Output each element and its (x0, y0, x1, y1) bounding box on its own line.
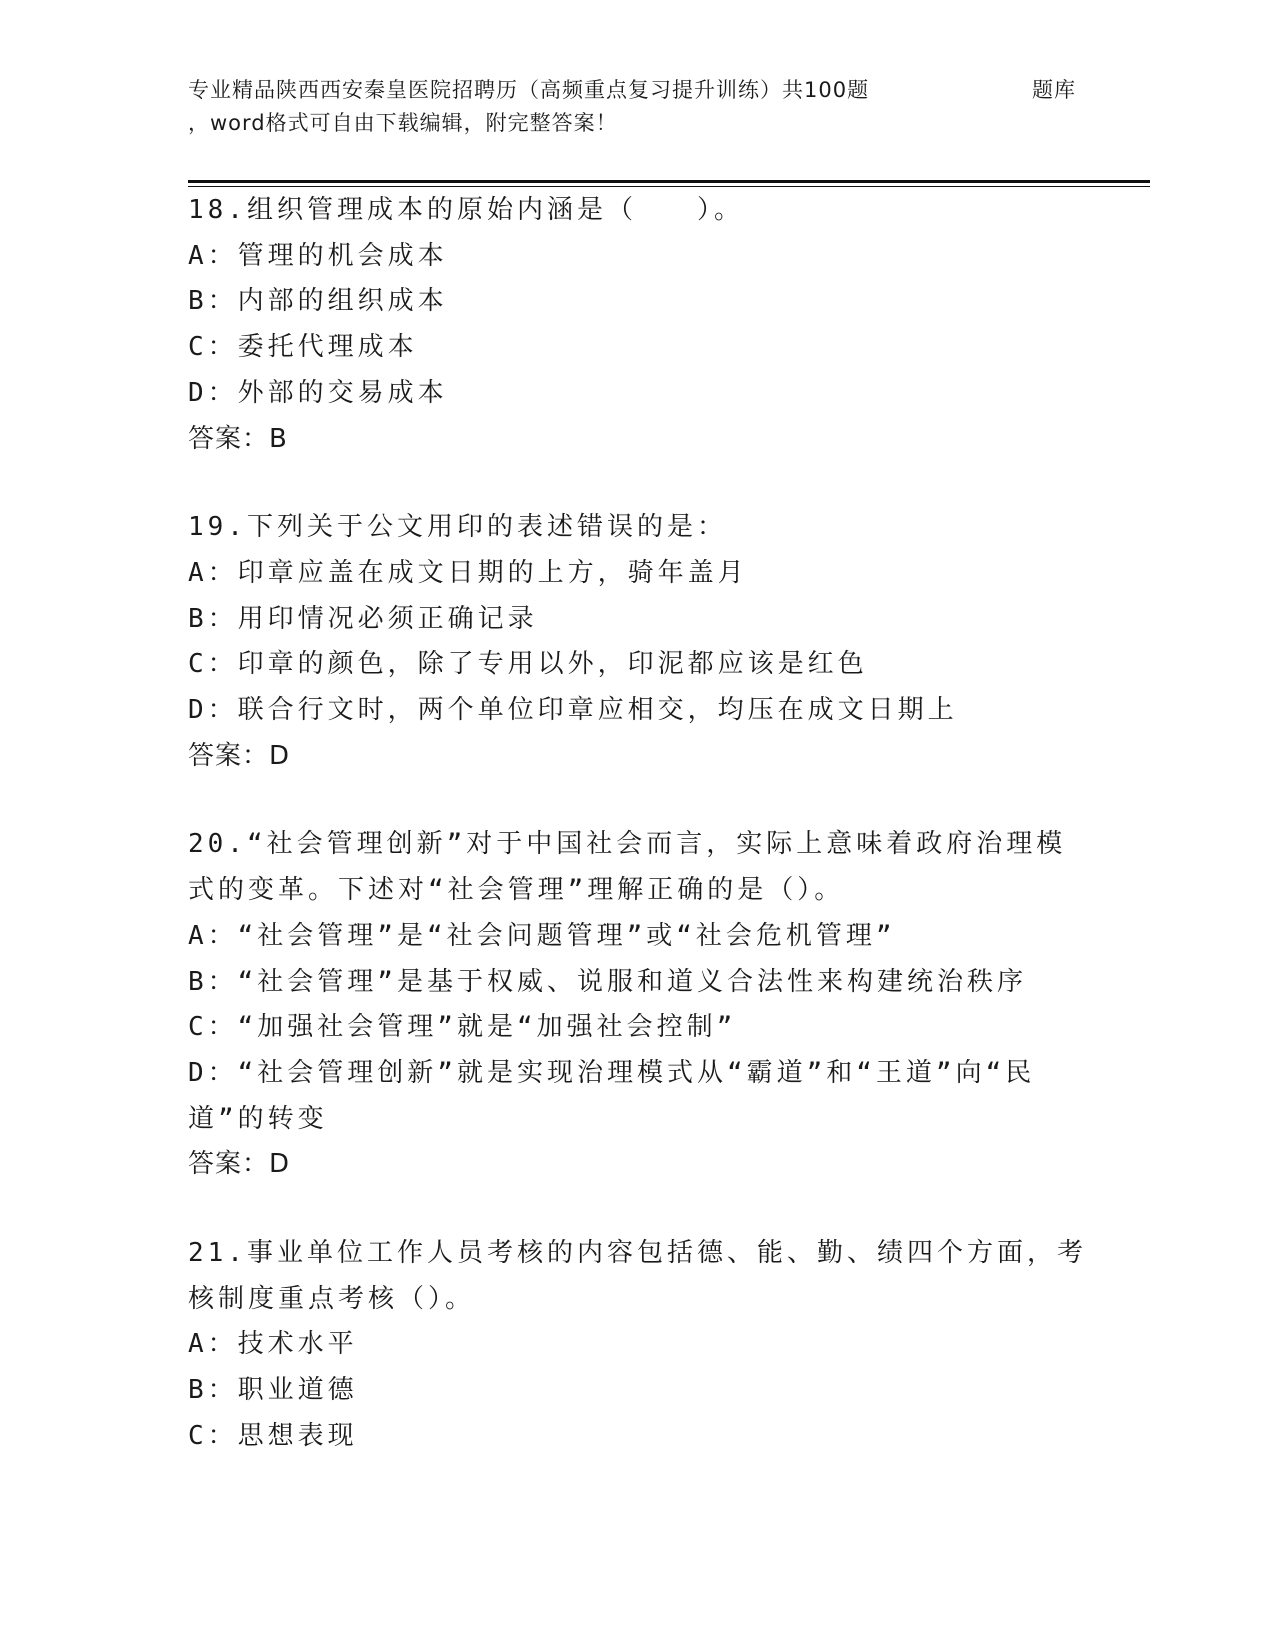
header-tag: 题库 (1032, 78, 1076, 102)
option-d: D：外部的交易成本 (188, 377, 448, 408)
answer: 答案：D (188, 1149, 291, 1180)
option-d: D：联合行文时，两个单位印章应相交，均压在成文日期上 (188, 695, 958, 726)
header-rule-thin (188, 186, 1150, 187)
option-b: B：“社会管理”是基于权威、说服和道义合法性来构建统治秩序 (188, 966, 1027, 997)
option-b: B：内部的组织成本 (188, 286, 448, 317)
header-rule-thick (188, 180, 1150, 183)
option-c: C：印章的颜色，除了专用以外，印泥都应该是红色 (188, 649, 868, 680)
question-stem: 20.“社会管理创新”对于中国社会而言，实际上意味着政府治理模式的变革。下述对“社会管理”理解正确的是（）。 (188, 829, 1067, 906)
question-list (188, 188, 1088, 1503)
header-title-line1: 专业精品陕西西安秦皇医院招聘历（高频重点复习提升训练）共100题 (188, 78, 870, 102)
question-stem: 19.下列关于公文用印的表述错误的是： (188, 512, 727, 543)
option-c: C：思想表现 (188, 1420, 358, 1451)
option-a: A：技术水平 (188, 1329, 358, 1360)
answer: 答案：B (188, 423, 288, 454)
option-c: C：委托代理成本 (188, 332, 418, 363)
question-stem: 21.事业单位工作人员考核的内容包括德、能、勤、绩四个方面，考核制度重点考核（）。 (188, 1238, 1087, 1314)
question-19 (188, 505, 1088, 779)
question-20 (188, 822, 1088, 1188)
document-header (188, 74, 1088, 140)
question-stem: 18.组织管理成本的原始内涵是（ ）。 (188, 195, 744, 225)
option-a: A：“社会管理”是“社会问题管理”或“社会危机管理” (188, 920, 896, 951)
option-a: A：印章应盖在成文日期的上方，骑年盖月 (188, 557, 748, 588)
header-title-line2: ，word格式可自由下载编辑，附完整答案！ (188, 111, 618, 135)
option-b: B：职业道德 (188, 1375, 358, 1406)
option-b: B：用印情况必须正确记录 (188, 603, 538, 634)
answer: 答案：D (188, 740, 291, 771)
option-d: D：“社会管理创新”就是实现治理模式从“霸道”和“王道”向“民道”的转变 (188, 1057, 1036, 1134)
option-c: C：“加强社会管理”就是“加强社会控制” (188, 1012, 737, 1043)
option-a: A：管理的机会成本 (188, 240, 448, 271)
question-21 (188, 1231, 1088, 1460)
question-18 (188, 188, 1088, 462)
